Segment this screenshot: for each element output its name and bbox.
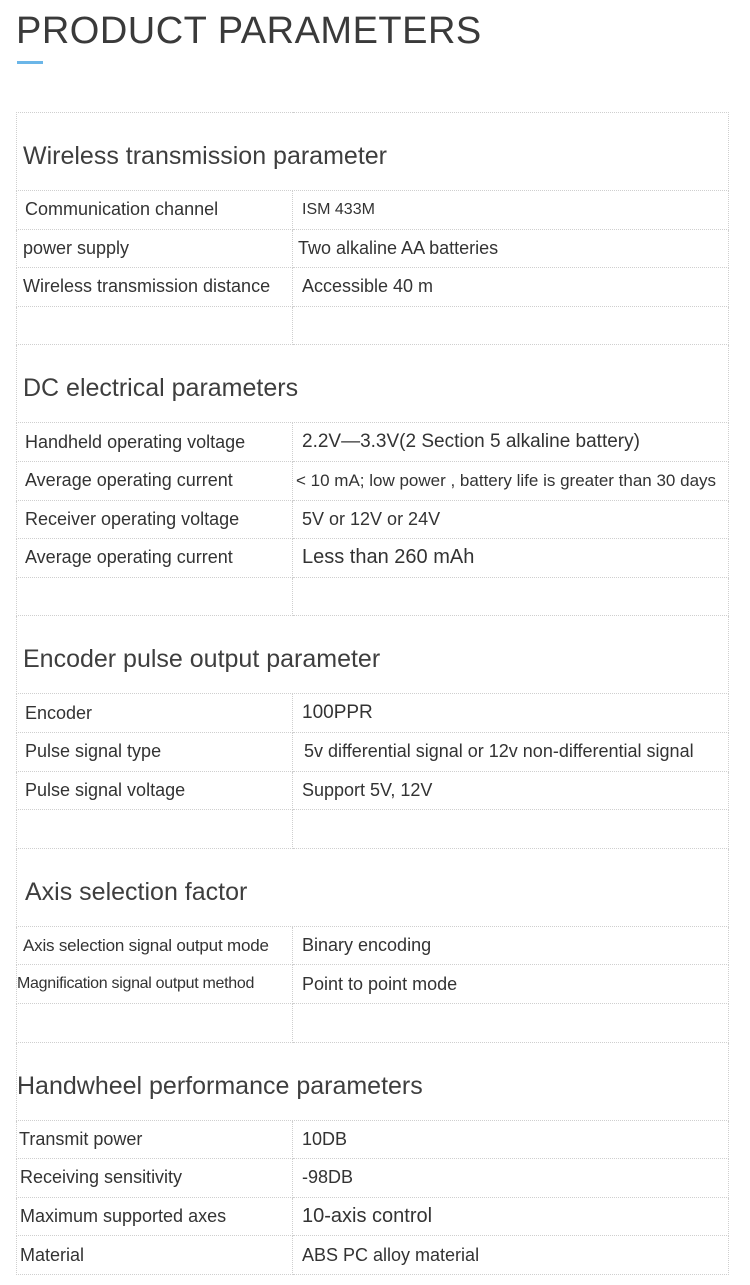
table-row bbox=[17, 191, 729, 230]
parameters-table bbox=[16, 112, 729, 1275]
table-row bbox=[17, 1197, 729, 1236]
section-header-row bbox=[17, 345, 729, 423]
empty-row bbox=[17, 306, 729, 345]
parameter-value: Point to point mode bbox=[293, 965, 729, 1004]
parameter-value: Binary encoding bbox=[293, 926, 729, 965]
parameter-value: 100PPR bbox=[293, 694, 729, 733]
table-row bbox=[17, 1236, 729, 1275]
table-row bbox=[17, 771, 729, 810]
table-row bbox=[17, 694, 729, 733]
parameter-value: Accessible 40 m bbox=[293, 268, 729, 307]
table-row bbox=[17, 268, 729, 307]
parameter-value: Two alkaline AA batteries bbox=[293, 229, 729, 268]
parameter-label: Magnification signal output method bbox=[17, 965, 293, 1004]
parameter-label: power supply bbox=[17, 229, 293, 268]
parameter-label: Receiver operating voltage bbox=[17, 500, 293, 539]
table-row bbox=[17, 965, 729, 1004]
section-title: Wireless transmission parameter bbox=[17, 113, 729, 191]
section-title: Axis selection factor bbox=[17, 848, 729, 926]
table-row bbox=[17, 1159, 729, 1198]
parameter-value: ISM 433M bbox=[293, 191, 729, 230]
table-row bbox=[17, 926, 729, 965]
parameter-value: 5v differential signal or 12v non-differential signal bbox=[293, 732, 729, 771]
title-accent-underline bbox=[17, 61, 43, 64]
empty-row bbox=[17, 810, 729, 849]
table-row bbox=[17, 229, 729, 268]
parameter-label: Material bbox=[17, 1236, 293, 1275]
parameter-label: Axis selection signal output mode bbox=[17, 926, 293, 965]
parameter-label: Pulse signal type bbox=[17, 732, 293, 771]
table-row bbox=[17, 423, 729, 462]
parameter-label: Pulse signal voltage bbox=[17, 771, 293, 810]
parameter-label: Average operating current bbox=[17, 539, 293, 578]
parameter-label: Wireless transmission distance bbox=[17, 268, 293, 307]
section-title: Handwheel performance parameters bbox=[17, 1042, 729, 1120]
section-header-row bbox=[17, 616, 729, 694]
parameter-label: Transmit power bbox=[17, 1120, 293, 1159]
parameter-value: ABS PC alloy material bbox=[293, 1236, 729, 1275]
table-row bbox=[17, 1120, 729, 1159]
parameter-value: Less than 260 mAh bbox=[293, 539, 729, 578]
empty-row bbox=[17, 1003, 729, 1042]
parameter-value: 10DB bbox=[293, 1120, 729, 1159]
parameter-value: < 10 mA; low power , battery life is greater than 30 days bbox=[293, 461, 729, 500]
parameter-label: Receiving sensitivity bbox=[17, 1159, 293, 1198]
table-row bbox=[17, 539, 729, 578]
parameter-value: 2.2V—3.3V(2 Section 5 alkaline battery) bbox=[293, 423, 729, 462]
empty-row bbox=[17, 577, 729, 616]
parameter-label: Handheld operating voltage bbox=[17, 423, 293, 462]
parameter-value: -98DB bbox=[293, 1159, 729, 1198]
parameter-value: Support 5V, 12V bbox=[293, 771, 729, 810]
table-row bbox=[17, 732, 729, 771]
parameter-label: Encoder bbox=[17, 694, 293, 733]
parameter-label: Communication channel bbox=[17, 191, 293, 230]
section-title: DC electrical parameters bbox=[17, 345, 729, 423]
page-title: PRODUCT PARAMETERS bbox=[16, 10, 482, 52]
parameter-value: 10-axis control bbox=[293, 1197, 729, 1236]
table-row bbox=[17, 461, 729, 500]
parameter-label: Average operating current bbox=[17, 461, 293, 500]
section-header-row bbox=[17, 1042, 729, 1120]
table-row bbox=[17, 500, 729, 539]
section-header-row bbox=[17, 113, 729, 191]
parameter-value: 5V or 12V or 24V bbox=[293, 500, 729, 539]
parameter-label: Maximum supported axes bbox=[17, 1197, 293, 1236]
section-title: Encoder pulse output parameter bbox=[17, 616, 729, 694]
section-header-row bbox=[17, 848, 729, 926]
